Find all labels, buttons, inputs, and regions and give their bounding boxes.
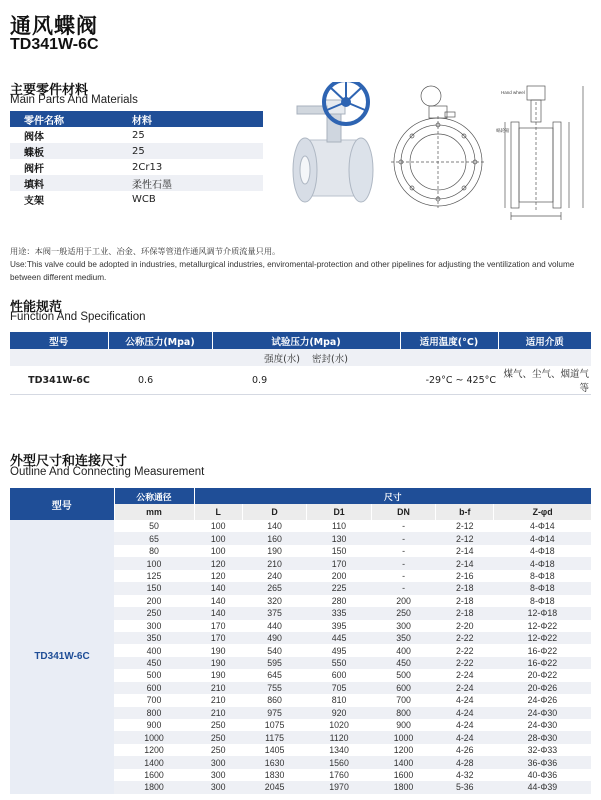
parts-row	[10, 191, 263, 207]
table-cell: 920	[307, 707, 371, 719]
table-cell: 2-18	[455, 595, 474, 606]
table-cell: 250	[210, 720, 226, 731]
table-cell: 150	[331, 546, 347, 557]
func-model: TD341W-6C	[10, 366, 108, 395]
table-cell: 170	[194, 632, 242, 644]
table-cell: 440	[267, 620, 282, 631]
table-cell: 65	[114, 532, 194, 544]
table-cell: 1120	[307, 731, 371, 743]
table-cell: 2-20	[455, 620, 474, 631]
func-medium: 煤气、尘气、烟道气等	[498, 366, 591, 395]
table-cell: 2-16	[455, 570, 474, 581]
table-cell: 160	[242, 532, 306, 544]
table-cell: 4-24	[455, 720, 474, 731]
parts-header-name: 零件名称	[10, 111, 132, 127]
table-cell: 200	[146, 595, 162, 606]
table-cell: 100	[194, 532, 242, 544]
table-cell: 100	[114, 557, 194, 569]
table-cell: 400	[396, 645, 411, 656]
table-cell: 4-28	[436, 756, 494, 768]
func-header-medium: 适用介质	[498, 332, 591, 349]
table-cell: -	[402, 521, 405, 532]
table-cell: 300	[146, 620, 162, 631]
table-cell: 320	[267, 595, 282, 606]
table-cell: 28-Φ30	[494, 731, 591, 743]
table-cell: 500	[146, 670, 162, 681]
table-cell: 300	[396, 620, 411, 631]
table-cell: 130	[307, 532, 371, 544]
table-cell: 4-Φ14	[530, 521, 555, 532]
table-cell: 1340	[329, 745, 349, 756]
table-cell: 395	[331, 620, 347, 631]
table-cell: 300	[194, 756, 242, 768]
parts-row	[10, 175, 263, 191]
table-cell: 2-22	[436, 632, 494, 644]
valve-photo	[293, 82, 373, 202]
table-cell: 600	[371, 682, 435, 694]
func-header-test-pressure: 试验压力(Mpa)	[212, 332, 400, 349]
table-cell: 4-24	[436, 731, 494, 743]
dims-sub-d1: D1	[307, 504, 371, 520]
table-cell: 190	[194, 657, 242, 669]
dims-title-cn: 外型尺寸和连接尺寸	[10, 454, 128, 469]
usage-note-en: Use:This valve could be adopted in industries, metallurgical industries, enviromental-protection and other pipelines for adjusting the ventilization and volume between different medium.	[10, 260, 575, 282]
product-illustration	[283, 82, 595, 227]
table-cell: 4-24	[455, 695, 474, 706]
table-cell: 2-12	[436, 532, 494, 544]
table-cell: 2045	[242, 781, 306, 793]
part-name: 填料	[10, 175, 132, 191]
func-sub-seal: 密封(水)	[306, 349, 400, 366]
part-material: 柔性石墨	[132, 175, 263, 191]
function-title-cn: 性能规范	[10, 300, 63, 315]
table-cell: 32-Φ33	[527, 745, 558, 756]
table-cell: 140	[194, 582, 242, 594]
table-cell: 4-Φ18	[494, 557, 591, 569]
table-cell: 1600	[393, 769, 414, 780]
table-cell: 24-Φ26	[527, 695, 558, 706]
table-cell: 860	[267, 695, 282, 706]
table-cell: 140	[194, 607, 242, 619]
part-material: 25	[132, 129, 145, 141]
table-cell: 1800	[114, 781, 194, 793]
table-cell: 1400	[114, 756, 194, 768]
table-cell: 550	[307, 657, 371, 669]
table-cell: 140	[210, 595, 226, 606]
table-cell: 900	[396, 720, 411, 731]
table-cell: 2-22	[436, 657, 494, 669]
table-cell: 1970	[307, 781, 371, 793]
table-cell: 2-18	[436, 582, 494, 594]
usage-note-cn: 用途：本阀一般适用于工业、冶金、环保等管道作通风调节介质流量只用。	[10, 247, 281, 256]
table-cell: 2-14	[436, 557, 494, 569]
table-cell: 210	[194, 707, 242, 719]
drawing-label-handwheel: Hand wheel	[501, 90, 525, 95]
table-cell: 1000	[371, 731, 435, 743]
table-cell: 250	[194, 731, 242, 743]
table-cell: 335	[307, 607, 371, 619]
table-cell: 2-12	[455, 521, 474, 532]
table-cell: 210	[194, 682, 242, 694]
table-cell: 44-Φ39	[494, 781, 591, 793]
table-cell: 12-Φ18	[494, 607, 591, 619]
table-cell: 1175	[242, 731, 306, 743]
func-header-temperature: 适用温度(°C)	[400, 332, 498, 349]
table-cell: 210	[210, 695, 226, 706]
table-cell: 265	[242, 582, 306, 594]
parts-title-en: Main Parts And Materials	[10, 94, 138, 106]
func-pressure: 0.6	[108, 366, 212, 395]
table-cell: 5-36	[436, 781, 494, 793]
table-cell: 150	[114, 582, 194, 594]
function-title-en: Function And Specification	[10, 311, 146, 323]
dims-model-cell: TD341W-6C	[10, 520, 114, 794]
table-cell: 190	[210, 670, 226, 681]
table-cell: 40-Φ36	[527, 769, 558, 780]
table-cell: -	[371, 557, 435, 569]
table-cell: 4-Φ14	[494, 532, 591, 544]
table-cell: 1405	[264, 745, 285, 756]
table-cell: -	[402, 546, 405, 557]
table-cell: 800	[371, 707, 435, 719]
table-cell: 1800	[371, 781, 435, 793]
table-row	[10, 520, 591, 532]
table-cell: 450	[371, 657, 435, 669]
table-cell: 16-Φ22	[494, 657, 591, 669]
dims-header-row	[10, 488, 591, 504]
table-cell: 2-22	[455, 645, 474, 656]
parts-table	[10, 111, 263, 207]
dims-sub-bf: b-f	[436, 504, 494, 520]
table-cell: 2-24	[455, 670, 474, 681]
table-cell: 350	[114, 632, 194, 644]
table-cell: 1400	[371, 756, 435, 768]
side-view-drawing	[505, 86, 583, 220]
table-cell: 800	[114, 707, 194, 719]
table-cell: 810	[331, 695, 347, 706]
table-cell: 250	[114, 607, 194, 619]
table-cell: 4-26	[455, 745, 474, 756]
table-cell: 100	[210, 521, 226, 532]
dims-title-en: Outline And Connecting Measurement	[10, 466, 205, 478]
table-cell: 375	[242, 607, 306, 619]
table-cell: -	[371, 532, 435, 544]
table-cell: 1200	[144, 745, 164, 756]
table-cell: 1020	[329, 720, 349, 731]
part-material: WCB	[132, 193, 156, 205]
dims-header-model: 型号	[10, 488, 114, 520]
table-cell: -	[371, 582, 435, 594]
table-cell: 140	[267, 521, 282, 532]
dims-sub-mm: mm	[114, 504, 194, 520]
table-cell: 1000	[114, 731, 194, 743]
table-cell: 1630	[242, 756, 306, 768]
table-cell: 24-Φ30	[494, 707, 591, 719]
table-cell: 4-24	[436, 707, 494, 719]
function-data-row	[10, 366, 591, 395]
table-cell: 4-32	[455, 769, 474, 780]
table-cell: 1600	[144, 769, 164, 780]
table-cell: 170	[210, 620, 226, 631]
table-cell: 975	[242, 707, 306, 719]
table-cell: -	[402, 570, 405, 581]
dimensions-table	[10, 488, 591, 794]
parts-row	[10, 143, 263, 159]
dims-sub-d: D	[242, 504, 306, 520]
model-title: TD341W-6C	[10, 36, 99, 53]
part-name: 蝶板	[10, 143, 132, 159]
table-cell: 225	[307, 582, 371, 594]
function-subheader-row	[10, 349, 591, 366]
func-header-model: 型号	[10, 332, 108, 349]
table-cell: 450	[114, 657, 194, 669]
part-name: 阀杆	[24, 163, 44, 175]
part-name: 阀体	[24, 131, 44, 143]
table-cell: 16-Φ22	[527, 645, 558, 656]
table-cell: 2-14	[455, 546, 474, 557]
table-cell: 350	[371, 632, 435, 644]
func-temperature: -29°C ~ 425°C	[400, 366, 498, 395]
parts-row	[10, 159, 263, 175]
table-cell: 100	[210, 546, 226, 557]
table-cell: 50	[149, 521, 159, 532]
table-cell: 600	[331, 670, 347, 681]
function-header-row	[10, 332, 591, 349]
dims-sub-l: L	[194, 504, 242, 520]
table-cell: 210	[242, 557, 306, 569]
parts-title-cn: 主要零件材料	[10, 83, 89, 98]
table-cell: 700	[396, 695, 411, 706]
parts-row	[10, 127, 263, 143]
table-cell: 8-Φ18	[494, 582, 591, 594]
table-cell: 600	[114, 682, 194, 694]
table-cell: 250	[371, 607, 435, 619]
table-cell: 24-Φ30	[527, 720, 558, 731]
table-cell: 1075	[264, 720, 285, 731]
table-cell: 540	[267, 645, 282, 656]
table-cell: 595	[242, 657, 306, 669]
table-cell: 120	[194, 557, 242, 569]
function-table	[10, 332, 591, 395]
table-cell: 645	[267, 670, 282, 681]
table-cell: 125	[146, 570, 162, 581]
table-cell: 170	[307, 557, 371, 569]
table-cell: 445	[307, 632, 371, 644]
table-cell: 490	[242, 632, 306, 644]
table-cell: 500	[396, 670, 411, 681]
table-cell: 110	[332, 521, 347, 532]
part-material: 25	[132, 143, 263, 159]
table-cell: 1560	[307, 756, 371, 768]
table-cell: 120	[210, 570, 226, 581]
table-cell: 200	[331, 570, 347, 581]
table-cell: 250	[210, 745, 226, 756]
table-cell: 8-Φ18	[530, 570, 555, 581]
valve-drawing	[283, 82, 595, 227]
func-sub-strength: 强度(水)	[212, 349, 306, 366]
table-cell: 2-24	[436, 682, 494, 694]
table-cell: 300	[210, 769, 226, 780]
table-cell: 36-Φ36	[494, 756, 591, 768]
part-material: 2Cr13	[132, 161, 163, 173]
drawing-label-gearbox: 蜗轮箱	[496, 129, 510, 134]
table-cell: 80	[149, 546, 159, 557]
table-cell: 400	[146, 645, 162, 656]
dims-sub-zd: Z-φd	[494, 504, 591, 520]
table-cell: 20-Φ22	[527, 670, 558, 681]
dims-sub-dn: DN	[371, 504, 435, 520]
table-cell: 190	[267, 546, 282, 557]
table-cell: 300	[194, 781, 242, 793]
table-cell: 900	[146, 720, 162, 731]
table-cell: 200	[396, 595, 411, 606]
table-cell: 495	[331, 645, 347, 656]
page-title: 通风蝶阀	[10, 14, 98, 38]
table-cell: 2-18	[436, 607, 494, 619]
table-cell: 12-Φ22	[494, 632, 591, 644]
table-cell: 1830	[264, 769, 285, 780]
func-test-pressure: 0.9	[212, 366, 400, 395]
part-name: 支架	[24, 195, 44, 207]
table-cell: 1760	[329, 769, 349, 780]
table-cell: 4-Φ18	[530, 546, 555, 557]
table-cell: 20-Φ26	[494, 682, 591, 694]
table-cell: 280	[331, 595, 347, 606]
table-cell: 1200	[393, 745, 414, 756]
table-cell: 755	[242, 682, 306, 694]
table-cell: 8-Φ18	[530, 595, 555, 606]
table-cell: 240	[267, 570, 282, 581]
func-header-pressure: 公称压力(Mpa)	[108, 332, 212, 349]
table-cell: 700	[146, 695, 162, 706]
parts-header-material: 材料	[132, 111, 263, 127]
dims-header-nominal: 公称通径	[114, 488, 194, 504]
dims-header-size: 尺寸	[194, 488, 591, 504]
front-view-drawing	[391, 86, 485, 208]
table-cell: 190	[210, 645, 226, 656]
table-cell: 705	[307, 682, 371, 694]
table-cell: 12-Φ22	[527, 620, 558, 631]
